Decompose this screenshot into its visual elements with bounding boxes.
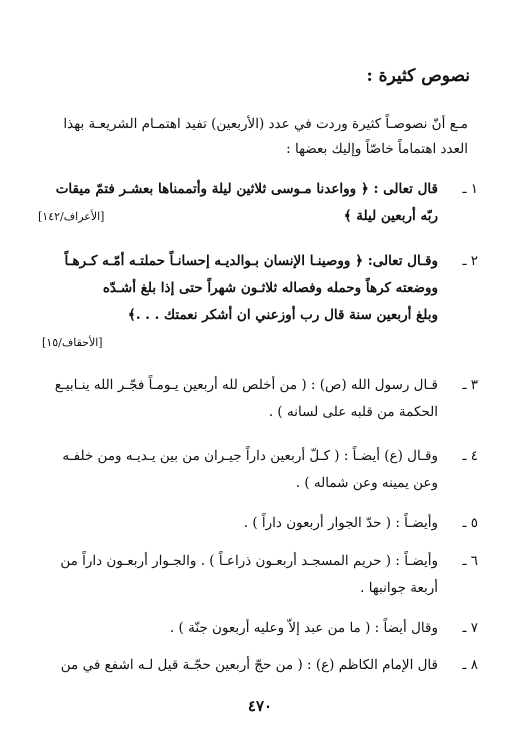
list-item xyxy=(38,510,478,537)
item-number: ٧ ـ xyxy=(462,620,478,636)
item-text-line: وقـال (ع) أيضـاً : ( كـلّ أربعين داراً جيـران من بين يـديـه ومن خلفـه xyxy=(62,448,438,464)
citation-reference: [الأعراف/١٤٢] xyxy=(38,210,105,223)
item-text-line: الحكمة من قلبه على لسانه ) . xyxy=(268,404,438,420)
item-text-line: وقال أيضاً : ( ما من عبد إلاّ وعليه أربعون جنّة ) . xyxy=(169,620,438,636)
item-text-line: ربّه أربعين ليلة ﴾ xyxy=(343,208,438,224)
list-item xyxy=(38,176,478,230)
list-item xyxy=(38,248,478,329)
list-item xyxy=(38,548,478,602)
item-text-line: قال تعالى : ﴿ وواعدنا مـوسى ثلاثين ليلة وأتممناها بعشـر فتمّ ميقات xyxy=(55,181,438,197)
item-number: ٤ ـ xyxy=(462,448,478,464)
list-item xyxy=(38,652,478,679)
item-text-line: ووضعته كرهاً وحمله وفصاله ثلاثـون شهراً حتى إذا بلغ أشـدّه xyxy=(102,280,438,296)
list-item xyxy=(38,372,478,426)
page-number: ٤٧٠ xyxy=(247,697,273,715)
item-text-line: وأيضـاً : ( حدّ الجوار أربعون داراً ) . xyxy=(243,515,438,531)
intro-paragraph: مـع أنّ نصوصـاً كثيرة وردت في عدد (الأربعين) تفيد اهتمـام الشريعـة بهذا العدد اهتماماً خاصّاً وإليك بعضها : xyxy=(63,116,468,157)
list-item xyxy=(38,615,478,642)
item-number: ٥ ـ xyxy=(462,515,478,531)
item-text-line: وقـال تعالى: ﴿ ووصينـا الإنسان بـوالديـه إحسانـاً حملتـه أمّـه كـرهـاً xyxy=(64,253,438,269)
citation-reference: [الأحقاف/١٥] xyxy=(42,336,103,349)
item-text-line: وعن يمينه وعن شماله ) . xyxy=(295,475,438,491)
item-number: ٨ ـ xyxy=(462,657,478,673)
item-number: ٦ ـ xyxy=(462,553,478,569)
item-number: ٢ ـ xyxy=(462,253,478,269)
item-text-line: قـال رسول الله (ص) : ( من أخلص لله أربعين يـومـاً فجّـر الله ينـابيـع xyxy=(54,377,438,393)
list-item xyxy=(38,443,478,497)
section-heading: نصوص كثيرة : xyxy=(366,66,470,86)
item-text-line: أربعة جوانبها . xyxy=(360,580,438,596)
item-text-line: وأيضـاً : ( حريم المسجـد أربعـون ذراعـاً ) . والجـوار أربعـون داراً من xyxy=(60,553,438,569)
item-text-line: قال الإمام الكاظم (ع) : ( من حجّ أربعين حجّـة قيل لـه اشفع في من xyxy=(60,657,438,673)
item-number: ١ ـ xyxy=(462,181,478,197)
item-text-line: وبلغ أربعين سنة قال رب أوزعني ان أشكر نعمتك . . .﴾ xyxy=(127,307,438,323)
item-number: ٣ ـ xyxy=(462,377,478,393)
